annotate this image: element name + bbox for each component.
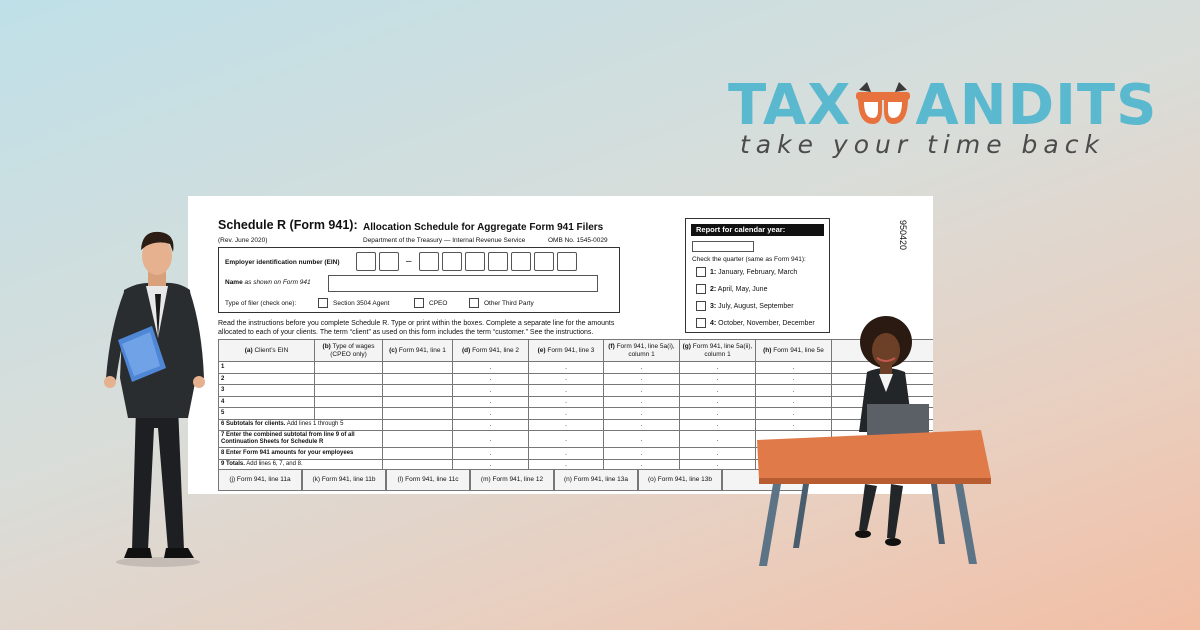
form-department: Department of the Treasury — Internal Revenue Service: [363, 237, 526, 244]
amount-cell[interactable]: [383, 431, 453, 448]
bottom-column-header: (o) Form 941, line 13b: [638, 469, 722, 491]
amount-cell[interactable]: .: [453, 408, 529, 420]
amount-cell[interactable]: .: [756, 362, 832, 374]
table-cell[interactable]: [315, 385, 383, 397]
name-field[interactable]: [328, 275, 598, 292]
owl-glasses-icon: [853, 80, 913, 128]
amount-cell[interactable]: .: [453, 448, 529, 460]
amount-cell[interactable]: .: [680, 448, 756, 460]
amount-cell[interactable]: .: [604, 459, 680, 471]
taxbandits-logo: [728, 68, 1158, 168]
column-header: (f) Form 941, line 5a(i), column 1: [604, 340, 680, 362]
amount-cell[interactable]: [383, 419, 453, 431]
form-subtitle: Allocation Schedule for Aggregate Form 941 Filers: [363, 222, 604, 233]
amount-cell[interactable]: .: [756, 408, 832, 420]
checkbox[interactable]: [318, 298, 328, 308]
logo-tagline: take your time back: [740, 130, 1105, 159]
amount-cell[interactable]: .: [453, 362, 529, 374]
column-header: (g) Form 941, line 5a(ii), column 1: [680, 340, 756, 362]
amount-cell[interactable]: [383, 448, 453, 460]
filer-option-cpeo[interactable]: CPEO: [414, 298, 447, 308]
amount-cell[interactable]: .: [604, 362, 680, 374]
ein-digit-box[interactable]: [488, 252, 508, 271]
amount-cell[interactable]: .: [604, 419, 680, 431]
form-omb: OMB No. 1545-0029: [548, 237, 608, 244]
row-label[interactable]: 3: [219, 385, 315, 397]
amount-cell[interactable]: .: [756, 385, 832, 397]
quarter-3-option[interactable]: 3: July, August, September: [696, 301, 794, 311]
amount-cell[interactable]: .: [680, 431, 756, 448]
table-cell[interactable]: [315, 362, 383, 374]
ein-digit-box[interactable]: [465, 252, 485, 271]
column-header: (e) Form 941, line 3: [529, 340, 604, 362]
woman-at-desk-illustration: [755, 312, 995, 568]
form-revision: (Rev. June 2020): [218, 237, 268, 244]
filer-option-other[interactable]: Other Third Party: [469, 298, 534, 308]
amount-cell[interactable]: .: [680, 362, 756, 374]
ein-digit-box[interactable]: [419, 252, 439, 271]
row-label[interactable]: 4: [219, 396, 315, 408]
table-cell[interactable]: [315, 373, 383, 385]
filer-option-3504-agent[interactable]: Section 3504 Agent: [318, 298, 389, 308]
ein-digit-box[interactable]: [534, 252, 554, 271]
amount-cell[interactable]: .: [453, 431, 529, 448]
calendar-header: Report for calendar year:: [691, 224, 824, 236]
quarter-2-option[interactable]: 2: April, May, June: [696, 284, 767, 294]
filer-type-label: Type of filer (check one):: [225, 300, 297, 307]
amount-cell[interactable]: .: [453, 396, 529, 408]
amount-cell[interactable]: .: [604, 385, 680, 397]
amount-cell[interactable]: .: [453, 373, 529, 385]
amount-cell[interactable]: .: [756, 396, 832, 408]
logo-text-tax: TAX: [728, 73, 852, 138]
amount-cell[interactable]: .: [453, 419, 529, 431]
ein-digit-box[interactable]: [511, 252, 531, 271]
amount-cell[interactable]: [383, 408, 453, 420]
businessman-illustration: [98, 228, 208, 568]
ein-dash: –: [406, 256, 412, 267]
amount-cell[interactable]: .: [529, 431, 604, 448]
amount-cell[interactable]: [383, 362, 453, 374]
form-title: Schedule R (Form 941):: [218, 218, 358, 232]
amount-cell[interactable]: .: [680, 459, 756, 471]
calendar-year-field[interactable]: [692, 241, 754, 252]
amount-cell[interactable]: .: [604, 431, 680, 448]
row-label[interactable]: 2: [219, 373, 315, 385]
amount-cell[interactable]: .: [680, 396, 756, 408]
amount-cell[interactable]: .: [680, 408, 756, 420]
checkbox[interactable]: [696, 284, 706, 294]
ein-digit-box[interactable]: [356, 252, 376, 271]
form-instructions: Read the instructions before you complete Schedule R. Type or print within the boxes. Complete a separate line for the amounts allocated to each of your clients. The term “client” as used on this form includes the term “customer.” See the instructions.: [218, 320, 615, 336]
amount-cell[interactable]: [383, 396, 453, 408]
amount-cell[interactable]: .: [604, 373, 680, 385]
bottom-column-header: (j) Form 941, line 11a: [218, 469, 302, 491]
checkbox[interactable]: [469, 298, 479, 308]
ein-digit-box[interactable]: [557, 252, 577, 271]
amount-cell[interactable]: [383, 385, 453, 397]
amount-cell[interactable]: .: [680, 419, 756, 431]
amount-cell[interactable]: .: [529, 396, 604, 408]
row-label: 8 Enter Form 941 amounts for your employees: [219, 448, 383, 460]
ein-input-group: [356, 252, 577, 271]
bottom-column-header: (k) Form 941, line 11b: [302, 469, 386, 491]
bottom-column-header: (m) Form 941, line 12: [470, 469, 554, 491]
bottom-column-header: (l) Form 941, line 11c: [386, 469, 470, 491]
amount-cell[interactable]: .: [756, 419, 832, 431]
checkbox[interactable]: [696, 318, 706, 328]
column-header: (h) Form 941, line 5e: [756, 340, 832, 362]
row-label: 6 Subtotals for clients. Add lines 1 through 5: [219, 419, 383, 431]
table-cell[interactable]: [315, 408, 383, 420]
quarter-check-label: Check the quarter (same as Form 941):: [692, 256, 806, 263]
ein-label: Employer identification number (EIN): [225, 259, 340, 266]
amount-cell[interactable]: .: [529, 459, 604, 471]
name-label: Name as shown on Form 941: [225, 279, 311, 286]
column-header: (b) Type of wages (CPEO only): [315, 340, 383, 362]
quarter-1-option[interactable]: 1: January, February, March: [696, 267, 797, 277]
row-label[interactable]: 1: [219, 362, 315, 374]
quarter-4-option[interactable]: 4: October, November, December: [696, 318, 815, 328]
logo-text-andits: ANDITS: [915, 73, 1158, 138]
amount-cell[interactable]: [383, 373, 453, 385]
column-header: (c) Form 941, line 1: [383, 340, 453, 362]
ein-digit-box[interactable]: [442, 252, 462, 271]
amount-cell[interactable]: .: [529, 419, 604, 431]
ein-digit-box[interactable]: [379, 252, 399, 271]
row-label: 9 Totals. Add lines 6, 7, and 8.: [219, 459, 383, 471]
row-label: 7 Enter the combined subtotal from line 9 of all Continuation Sheets for Schedule R: [219, 431, 383, 448]
amount-cell[interactable]: .: [453, 385, 529, 397]
amount-cell[interactable]: .: [604, 408, 680, 420]
bottom-column-header: (n) Form 941, line 13a: [554, 469, 638, 491]
checkbox[interactable]: [696, 301, 706, 311]
row-label[interactable]: 5: [219, 408, 315, 420]
amount-cell[interactable]: .: [680, 385, 756, 397]
amount-cell[interactable]: .: [529, 373, 604, 385]
amount-cell[interactable]: .: [453, 459, 529, 471]
amount-cell[interactable]: .: [529, 362, 604, 374]
amount-cell[interactable]: .: [604, 396, 680, 408]
amount-cell[interactable]: .: [529, 385, 604, 397]
amount-cell[interactable]: .: [529, 408, 604, 420]
form-barcode-number: 950420: [898, 220, 908, 251]
amount-cell[interactable]: .: [529, 448, 604, 460]
logo-wordmark: [728, 73, 1158, 138]
amount-cell[interactable]: .: [680, 373, 756, 385]
amount-cell[interactable]: .: [756, 373, 832, 385]
table-cell[interactable]: [315, 396, 383, 408]
column-header: (d) Form 941, line 2: [453, 340, 529, 362]
checkbox[interactable]: [414, 298, 424, 308]
amount-cell[interactable]: .: [604, 448, 680, 460]
checkbox[interactable]: [696, 267, 706, 277]
column-header: (a) Client’s EIN: [219, 340, 315, 362]
